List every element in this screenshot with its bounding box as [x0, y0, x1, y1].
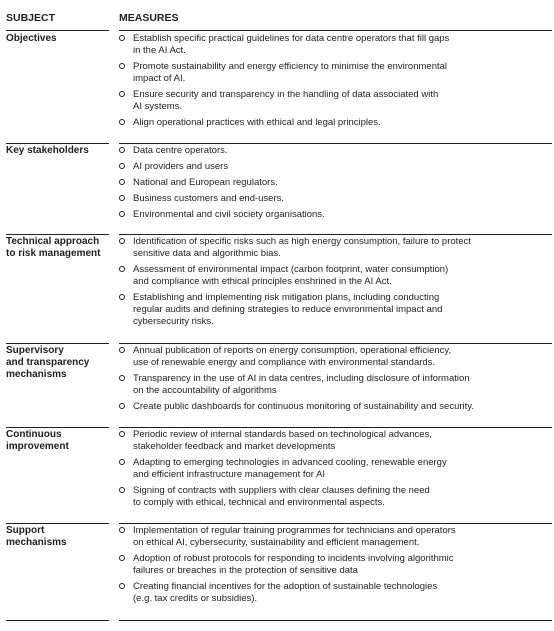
table-bottom-rule [6, 620, 109, 621]
list-item [119, 525, 552, 549]
list-item [119, 401, 552, 413]
bullet-icon [119, 459, 125, 465]
bullet-icon [119, 375, 125, 381]
measure-text: Data centre operators. [133, 145, 228, 156]
measure-text: Align operational practices with ethical and legal principles. [133, 117, 381, 128]
measure-text: Environmental and civil society organisations. [133, 209, 325, 220]
list-item [119, 209, 552, 221]
list-item [119, 145, 552, 157]
list-item [119, 161, 552, 173]
bullet-icon [119, 63, 125, 69]
measure-text: AI providers and users [133, 161, 229, 172]
list-item [119, 553, 552, 577]
list-item [119, 193, 552, 205]
table-header [0, 11, 554, 31]
measure-text: Business customers and end-users. [133, 193, 285, 204]
list-item [119, 581, 552, 605]
measure-text: Establish specific practical guidelines for data centre operators that fill gaps in the AI Act. [133, 33, 450, 56]
measures-list [119, 345, 552, 417]
section-divider [119, 343, 552, 344]
bullet-icon [119, 91, 125, 97]
bullet-icon [119, 179, 125, 185]
header-measures: MEASURES [119, 11, 552, 31]
bullet-icon [119, 583, 125, 589]
section-divider [119, 523, 552, 524]
measure-text: Promote sustainability and energy efficiency to minimise the environmental impact of AI. [133, 61, 448, 84]
bullet-icon [119, 266, 125, 272]
bullet-icon [119, 238, 125, 244]
section-divider [6, 143, 109, 144]
list-item [119, 177, 552, 189]
measure-text: Identification of specific risks such as high energy consumption, failure to protect sensitive data and algorithmic bias. [133, 236, 471, 259]
table-bottom-rule [119, 620, 552, 621]
list-item [119, 292, 552, 328]
measure-text: National and European regulators. [133, 177, 278, 188]
bullet-icon [119, 119, 125, 125]
list-item [119, 117, 552, 129]
measure-text: Adoption of robust protocols for responding to incidents involving algorithmic failures or breaches in the protection of sensitive data [133, 553, 454, 576]
measures-list [119, 429, 552, 513]
bullet-icon [119, 403, 125, 409]
measure-text: Adapting to emerging technologies in advanced cooling, renewable energy and efficient infrastructure management for AI [133, 457, 447, 480]
subject-label: Key stakeholders [6, 145, 89, 156]
header-subject: SUBJECT [6, 11, 109, 31]
measure-text: Establishing and implementing risk mitigation plans, including conducting regular audits and defining strategies to reduce environmental impact and cybersecurity risks. [133, 292, 443, 327]
list-item [119, 485, 552, 509]
section-divider [119, 234, 552, 235]
subject-label: Supervisory and transparency mechanisms [6, 345, 90, 380]
section-divider [119, 427, 552, 428]
bullet-icon [119, 347, 125, 353]
bullet-icon [119, 195, 125, 201]
section-divider [6, 523, 109, 524]
bullet-icon [119, 527, 125, 533]
subject-label: Objectives [6, 33, 57, 44]
list-item [119, 61, 552, 85]
section-divider [6, 234, 109, 235]
bullet-icon [119, 163, 125, 169]
measure-text: Creating financial incentives for the adoption of sustainable technologies (e.g. tax credits or subsidies). [133, 581, 438, 604]
section-divider [6, 343, 109, 344]
measure-text: Assessment of environmental impact (carbon footprint, water consumption) and compliance with ethical principles enshrined in the AI Act. [133, 264, 449, 287]
measures-list [119, 145, 552, 225]
section-divider [6, 427, 109, 428]
measure-text: Create public dashboards for continuous monitoring of sustainability and security. [133, 401, 474, 412]
bullet-icon [119, 35, 125, 41]
section-divider [119, 143, 552, 144]
measure-text: Transparency in the use of AI in data centres, including disclosure of information on the accountability of algorithms [133, 373, 470, 396]
measures-list [119, 33, 552, 133]
bullet-icon [119, 431, 125, 437]
measure-text: Implementation of regular training programmes for technicians and operators on ethical AI, cybersecurity, sustainability and efficient management. [133, 525, 456, 548]
list-item [119, 236, 552, 260]
bullet-icon [119, 211, 125, 217]
list-item [119, 429, 552, 453]
bullet-icon [119, 487, 125, 493]
list-item [119, 33, 552, 57]
subject-label: Support mechanisms [6, 525, 67, 548]
measure-text: Periodic review of internal standards based on technological advances, stakeholder feedback and market developments [133, 429, 432, 452]
bullet-icon [119, 147, 125, 153]
bullet-icon [119, 555, 125, 561]
measure-text: Annual publication of reports on energy consumption, operational efficiency, use of renewable energy and compliance with environmental standards. [133, 345, 452, 368]
list-item [119, 373, 552, 397]
measures-list [119, 525, 552, 609]
measure-text: Ensure security and transparency in the handling of data associated with AI systems. [133, 89, 439, 112]
subject-label: Continuous improvement [6, 429, 69, 452]
list-item [119, 345, 552, 369]
list-item [119, 457, 552, 481]
measures-list [119, 236, 552, 332]
list-item [119, 264, 552, 288]
list-item [119, 89, 552, 113]
subject-label: Technical approach to risk management [6, 236, 101, 259]
measure-text: Signing of contracts with suppliers with clear clauses defining the need to comply with ethical, technical and environmental aspects. [133, 485, 430, 508]
bullet-icon [119, 294, 125, 300]
